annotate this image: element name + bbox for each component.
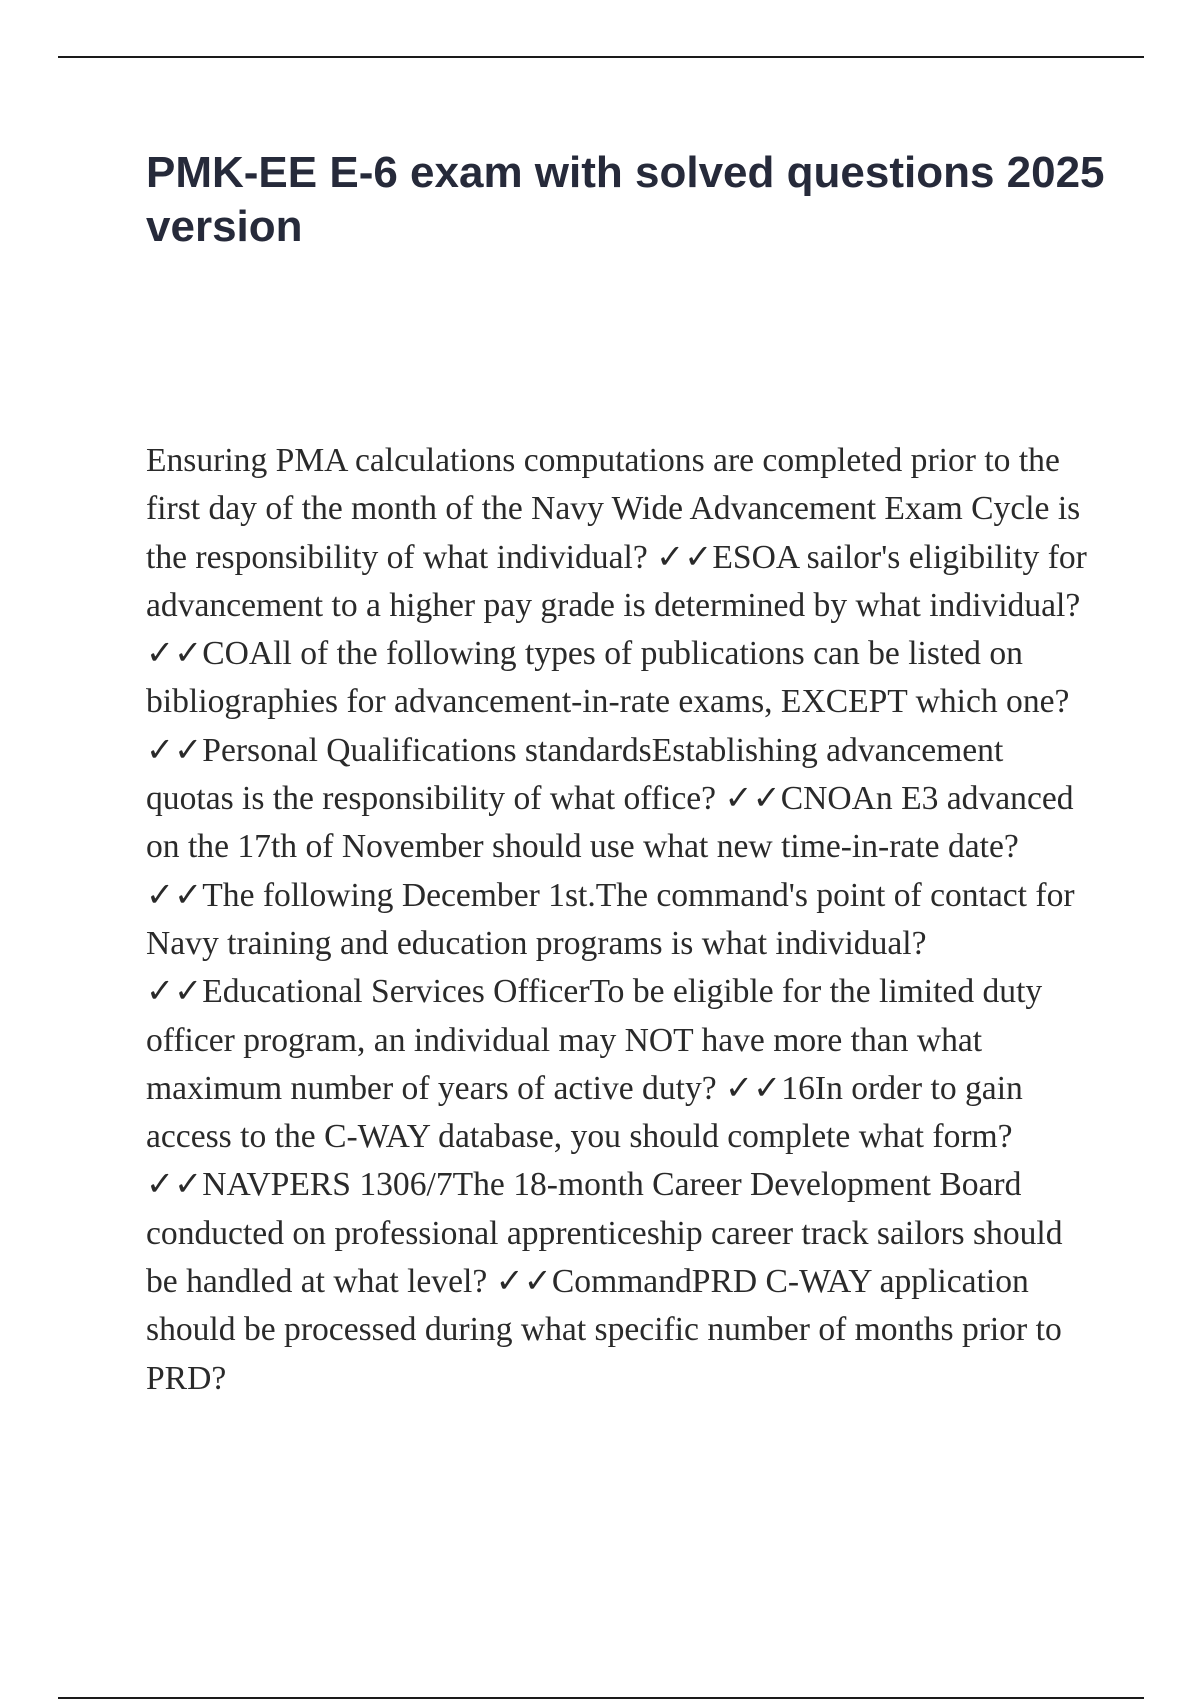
document-title: PMK-EE E-6 exam with solved questions 2025 version [146, 148, 1105, 251]
top-divider [58, 56, 1144, 58]
document-body-text: Ensuring PMA calculations computations are completed prior to the first day of the month of the Navy Wide Advancement Exam Cycle is the responsibility of what individual? ✓✓ESOA sailor's eligibility for advancement to a higher pay grade is determined by what individual? ✓✓COAll of the following types of publications can be listed on bibliographies for advancement-in-rate exams, EXCEPT which one? ✓✓Personal Qualifications standardsEstablishing advancement quotas is the responsibility of what office? ✓✓CNOAn E3 advanced on the 17th of November should use what new time-in-rate date? ✓✓The following December 1st.The command's point of contact for Navy training and education programs is what individual? ✓✓Educational Services OfficerTo be eligible for the limited duty officer program, an individual may NOT have more than what maximum number of years of active duty? ✓✓16In order to gain access to the C-WAY database, you should complete what form? ✓✓NAVPERS 1306/7The 18-month Career Development Board conducted on professional apprenticeship career track sailors should be handled at what level? ✓✓CommandPRD C-WAY application should be processed during what specific number of months prior to PRD? [146, 442, 1087, 1397]
bottom-divider [58, 1697, 1144, 1699]
